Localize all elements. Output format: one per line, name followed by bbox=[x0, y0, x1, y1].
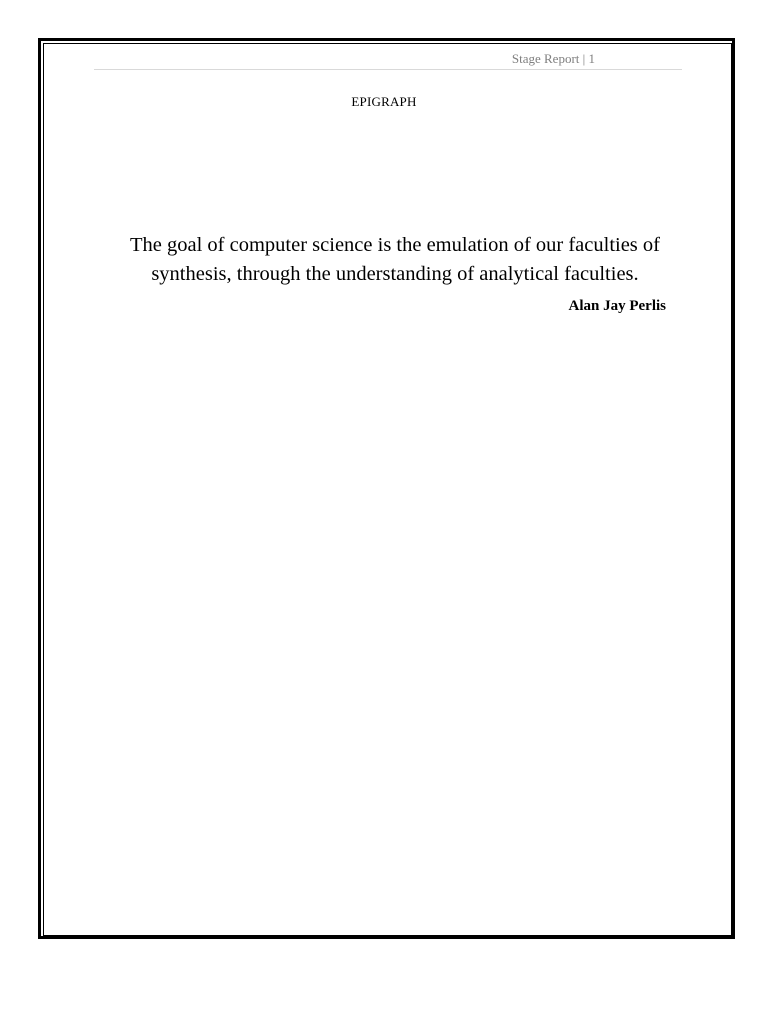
page-title: EPIGRAPH bbox=[351, 94, 417, 109]
header-rule bbox=[94, 69, 682, 70]
quote-line: The goal of computer science is the emulation of our faculties of bbox=[130, 234, 660, 256]
page-border-inner bbox=[43, 43, 732, 936]
running-header: Stage Report | 1 bbox=[511, 51, 595, 66]
epigraph-quote bbox=[110, 231, 680, 289]
quote-author: Alan Jay Perlis bbox=[568, 298, 666, 314]
quote-line: synthesis, through the understanding of analytical faculties. bbox=[151, 263, 639, 285]
